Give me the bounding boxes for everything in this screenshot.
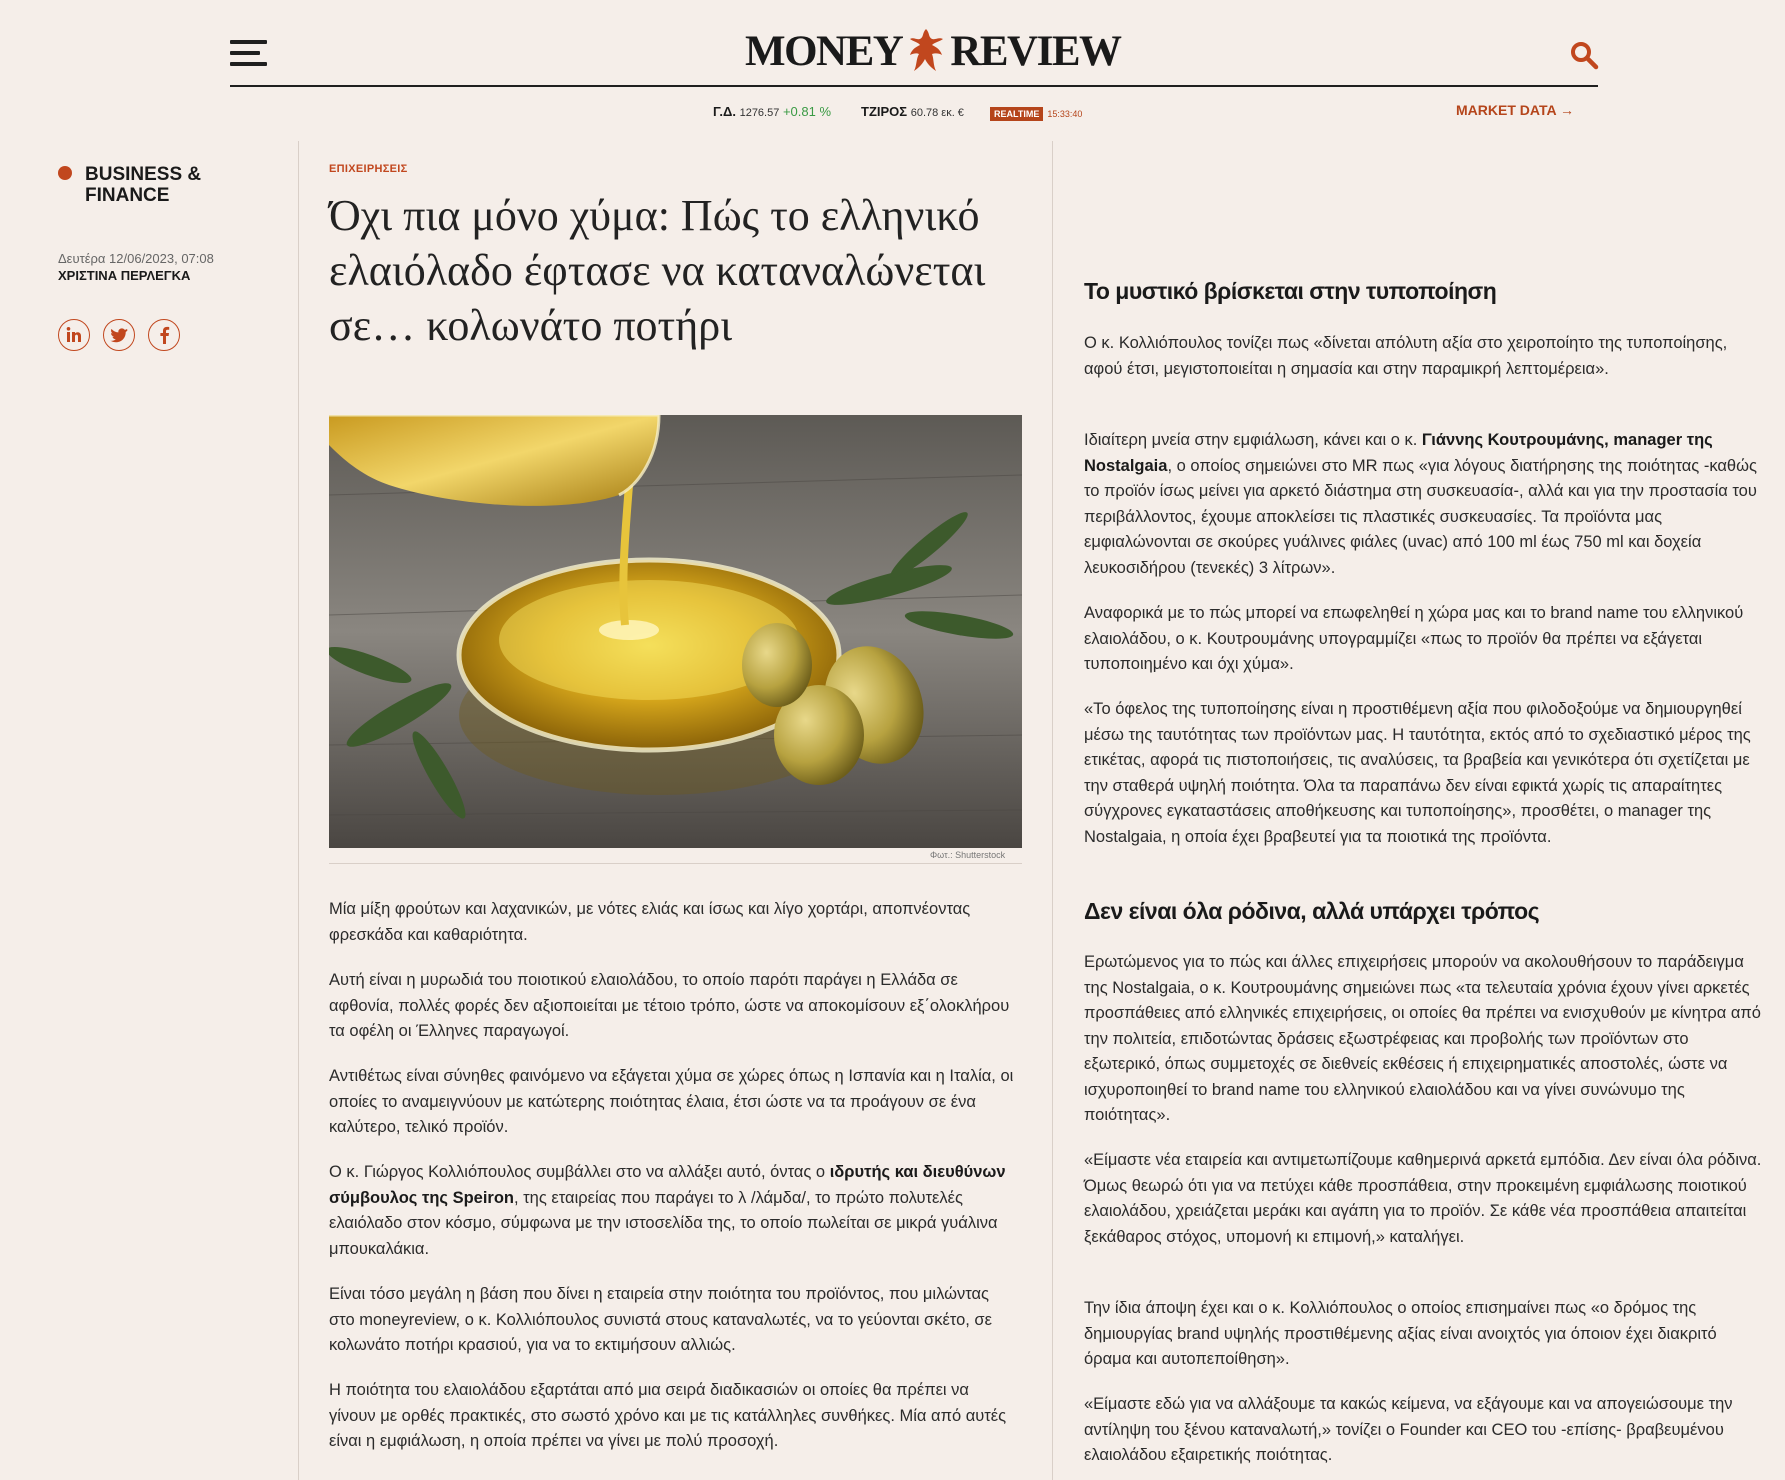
ticker-gd-change: +0.81 % [782,104,832,119]
logo-text-review: REVIEW [950,27,1121,75]
article-kicker[interactable]: ΕΠΙΧΕΙΡΗΣΕΙΣ [329,163,408,175]
body-paragraph: Ερωτώμενος για το πώς και άλλες επιχειρήσεις μπορούν να ακολουθήσουν το παράδειγμα της Nostalgaia, ο κ. Κουτρουμάνης σημειώνει πως «τα τελευταία χρόνια έχουν γίνει αρκετές προσπάθειες από ελληνικές επιχειρήσεις, οι οποίες θα πρέπει να ενισχυθούν με κίνητρα από την πολιτεία, επιδοτώντας δράσεις εξωστρέφειας και προβολής των προϊόντων στο εξωτερικό, όπως συμμετοχές σε διεθνείς εκθέσεις ή επιχειρηματικές αποστολές, ώστε να ισχυροποιηθεί το brand name του ελληνικού ελαιολάδου και να γίνει συνώνυμο της ποιότητας». [1084,953,1761,1124]
realtime-badge: REALTIME [990,107,1043,121]
body-text: , ο οποίος σημειώνει στο MR πως «για λόγους διατήρησης της ποιότητας -καθώς το προϊόν ίσως μείνει για αρκετό διάστημα στη συσκευασία-, αλλά και για την προστασία του περιβάλλοντος, έχουμε αποκλείσει τις πλαστικές συσκευασίες. Τα προϊόντα μας εμφιαλώνονται σε σκούρες γυάλινες φιάλες (uvac) από 100 ml έως 750 ml και δοχεία λευκοσιδήρου (τενεκές) 3 λίτρων». [1084,456,1757,577]
bold-text: ιδρυτής και διευθύνων σύμβουλος της Speiron [329,1163,1006,1207]
griffin-logo-icon [904,25,948,77]
body-paragraph: «Είμαστε εδώ για να αλλάξουμε τα κακώς κείμενα, να εξάγουμε και να απογειώσουμε την αντίληψη του ξένου καταναλωτή,» τονίζει ο Founder και CEO του -επίσης- βραβευμένου ελαιολάδου εξαιρετικής ποιότητας. [1084,1395,1733,1464]
search-icon[interactable] [1569,40,1599,70]
body-paragraph: Μία μίξη φρούτων και λαχανικών, με νότες ελιάς και ίσως και λίγο χορτάρι, αποπνέοντας φρεσκάδα και καθαριότητα. [329,900,971,944]
facebook-icon [158,326,170,344]
body-text: Ο κ. Γιώργος Κολλιόπουλος συμβάλλει στο να αλλάξει αυτό, όντας ο [329,1163,830,1181]
image-divider [329,863,1022,864]
body-paragraph: Αυτή είναι η μυρωδιά του ποιοτικού ελαιολάδου, το οποίο παρότι παράγει η Ελλάδα σε αφθονία, πολλές φορές δεν αξιοποιείται με τέτοιο τρόπο, ώστε να αποκομίσουν εξ΄ολοκλήρου τα οφέλη οι Έλληνες παραγωγοί. [329,971,1010,1040]
bold-text: Γιάννης Κουτρουμάνης, manager της Nostalgaia [1084,431,1713,475]
body-paragraph: Αντιθέτως είναι σύνηθες φαινόμενο να εξάγεται χύμα σε χώρες όπως η Ισπανία και η Ιταλία, οι οποίες το αναμειγνύουν με κατώτερης ποιότητας έλαια, έτσι ώστε να τα προάγουν σε ένα καλύτερο, τελικό προϊόν. [329,1067,1014,1136]
body-paragraph [1084,428,1764,581]
ticker-gd-label: Γ.Δ. [713,104,736,119]
image-credit: Φωτ.: Shutterstock [930,850,1006,860]
body-paragraph: Είναι τόσο μεγάλη η βάση που δίνει η εταιρεία στην ποιότητα του προϊόντος, που μιλώντας στο moneyreview, ο κ. Κολλιόπουλος συνιστά στους καταναλωτές, να το γεύονται σκέτο, σε κολωνάτο ποτήρι κρασιού, για να το εκτιμήσουν αλλιώς. [329,1285,992,1354]
body-paragraph: «Είμαστε νέα εταιρεία και αντιμετωπίζουμε καθημερινά αρκετά εμπόδια. Δεν είναι όλα ρόδινα. Όμως θεωρώ ότι για να πετύχει κάθε προσπάθεια, στην προκειμένη εμφιάλωσης ποιοτικού ελαιολάδου, χρειάζεται μεράκι και αγάπη για το προϊόν. Σε κάθε νέα προσπάθεια απαιτείται ξεκάθαρος στόχος, υπομονή κι επιμονή,» καταλήγει. [1084,1151,1762,1246]
left-column-divider [298,141,299,1480]
header-divider [230,85,1598,87]
section-heading: Το μυστικό βρίσκεται στην τυποποίηση [1084,278,1497,304]
twitter-icon [110,327,128,343]
realtime-time: 15:33:40 [1047,109,1083,119]
body-paragraph: Ο κ. Κολλιόπουλος τονίζει πως «δίνεται απόλυτη αξία στο χειροποίητο της τυποποίησης, αφού έτσι, μεγιστοποιείται η σημασία και στην παραμικρή λεπτομέρεια». [1084,334,1728,378]
logo-text-money: MONEY [745,27,903,75]
share-linkedin-button[interactable] [58,319,90,351]
share-facebook-button[interactable] [148,319,180,351]
hero-image-olive-oil [329,415,1022,848]
body-paragraph: Την ίδια άποψη έχει και ο κ. Κολλιόπουλος ο οποίος επισημαίνει πως «ο δρόμος της δημιουργίας brand υψηλής προστιθέμενης αξίας είναι ανοιχτός για όποιον έχει διακριτό όραμα και αυτοπεποίθηση». [1084,1299,1717,1368]
article-headline: Όχι πια μόνο χύμα: Πώς το ελληνικό ελαιόλαδο έφτασε να καταναλώνεται σε… κολωνάτο ποτήρι [329,191,986,350]
market-data-link[interactable] [1456,102,1574,118]
body-text: , της εταιρείας που παράγει το λ /λάμδα/, το πρώτο πολυτελές ελαιόλαδο στον κόσμο, σύμφωνα με την ιστοσελίδα της, το οποίο πωλείται σε μικρά γυάλινα μπουκαλάκια. [329,1188,998,1258]
article-category[interactable]: BUSINESS & FINANCE [85,164,202,206]
publish-date: Δευτέρα 12/06/2023, 07:08 [58,251,214,266]
market-data-label: MARKET DATA [1456,102,1557,118]
arrow-right-icon: → [1559,102,1574,118]
ticker-tziros-value: 60.78 εκ. € [910,107,964,119]
body-paragraph [329,1160,1019,1262]
share-twitter-button[interactable] [103,319,135,351]
section-heading: Δεν είναι όλα ρόδινα, αλλά υπάρχει τρόπος [1084,898,1540,924]
author-name[interactable]: ΧΡΙΣΤΙΝΑ ΠΕΡΛΕΓΚΑ [58,268,191,283]
linkedin-icon [65,326,83,344]
body-paragraph: Η ποιότητα του ελαιολάδου εξαρτάται από μια σειρά διαδικασιών οι οποίες θα πρέπει να γίνουν με ορθές πρακτικές, στο σωστό χρόνο και με τις κατάλληλες συνθήκες. Μία από αυτές είναι η εμφιάλωση, η οποία πρέπει να γίνει με πολύ προσοχή. [329,1381,1007,1450]
body-text: Ιδιαίτερη μνεία στην εμφιάλωση, κάνει και ο κ. [1084,431,1422,449]
site-logo[interactable] [745,22,1121,80]
menu-icon[interactable] [230,40,267,66]
middle-column-divider [1052,141,1053,1480]
body-paragraph: «Το όφελος της τυποποίησης είναι η προστιθέμενη αξία που φιλοδοξούμε να δημιουργηθεί μέσω της ταυτότητας των προϊόντων μας. Η ταυτότητα, εκτός από το σχεδιαστικό μέρος της ετικέτας, αφορά τις πιστοποιήσεις, τις αναλύσεις, τα βραβεία και γενικότερα ότι σχετίζεται με την σταθερά υψηλή ποιότητα. Όλα τα παραπάνω δεν είναι εφικτά χωρίς τις απαραίτητες σύγχρονες εγκαταστάσεις αποθήκευσης και τυποποίησης», προσθέτει, ο manager της Nostalgaia, η οποία έχει βραβευτεί για τα ποιοτικά της προϊόντα. [1084,700,1751,846]
body-paragraph: Αναφορικά με το πώς μπορεί να επωφεληθεί η χώρα μας και το brand name του ελληνικού ελαιολάδου, ο κ. Κουτρουμάνης υπογραμμίζει «πως το προϊόν θα πρέπει να εξάγεται τυποποιημένο και όχι χύμα». [1084,604,1744,673]
category-dot [58,166,72,180]
ticker-tziros-label: ΤΖΙΡΟΣ [861,104,908,119]
ticker-gd-value: 1276.57 [739,107,780,119]
